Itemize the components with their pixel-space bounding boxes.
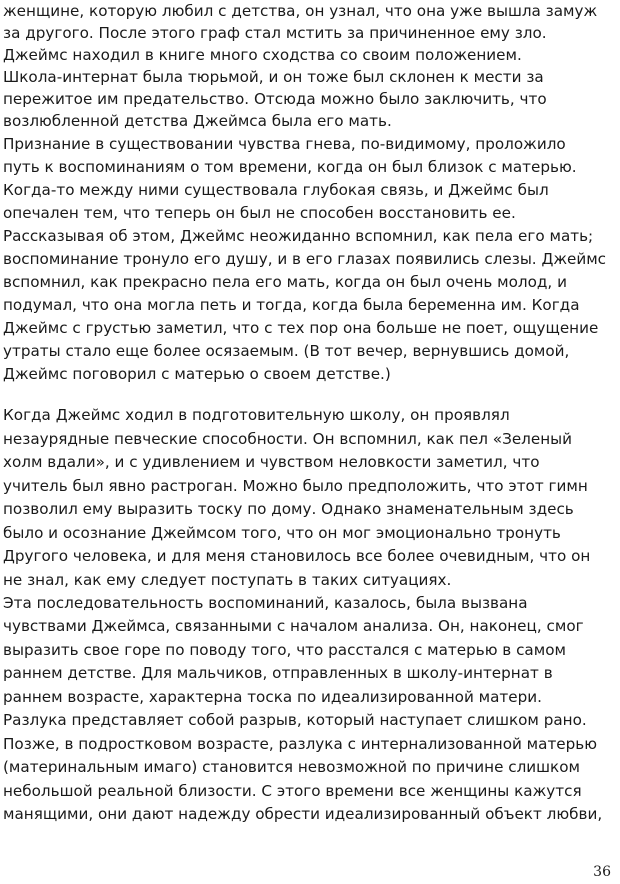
text-line: за другого. После этого граф стал мстить за причиненное ему зло. [3, 24, 547, 42]
text-line: опечален тем, что теперь он был не способен восстановить ее. [3, 204, 516, 222]
text-line: было и осознание Джеймсом того, что он мог эмоционально тронуть [3, 524, 561, 542]
text-line: Джеймс находил в книге много сходства со своим положением. [3, 46, 522, 64]
text-line: Эта последовательность воспоминаний, казалось, была вызвана [3, 594, 528, 612]
text-line: раннем возрасте, характерна тоска по идеализированной матери. [3, 688, 542, 706]
text-line: Разлука представляет собой разрыв, который наступает слишком рано. [3, 711, 587, 729]
text-line: раннем детстве. Для мальчиков, отправленных в школу-интернат в [3, 664, 553, 682]
page-number: 36 [593, 864, 611, 880]
text-line: Джеймс с грустью заметил, что с тех пор она больше не поет, ощущение [3, 319, 599, 337]
text-line: подумал, что она могла петь и тогда, когда была беременна им. Когда [3, 296, 580, 314]
text-line: Джеймс поговорил с матерью о своем детстве.) [3, 365, 391, 383]
text-line: не знал, как ему следует поступать в таких ситуациях. [3, 571, 452, 589]
text-line: незаурядные певческие способности. Он вспомнил, как пел «Зеленый [3, 430, 573, 448]
text-line: (материнальным имаго) становится невозможной по причине слишком [3, 758, 580, 776]
text-line: утраты стало еще более осязаемым. (В тот вечер, вернувшись домой, [3, 342, 570, 360]
text-line: небольшой реальной близости. С этого времени все женщины кажутся [3, 782, 582, 800]
text-line: Когда Джеймс ходил в подготовительную школу, он проявлял [3, 406, 510, 424]
text-line: Школа-интернат была тюрьмой, и он тоже был склонен к мести за [3, 68, 544, 86]
text-line: пережитое им предательство. Отсюда можно было заключить, что [3, 90, 547, 108]
text-line: Рассказывая об этом, Джеймс неожиданно вспомнил, как пела его мать; [3, 227, 594, 245]
text-line: Позже, в подростковом возрасте, разлука с интернализованной матерью [3, 735, 598, 753]
text-line: возлюбленной детства Джеймса была его мать. [3, 112, 392, 130]
text-line: чувствами Джеймса, связанными с началом анализа. Он, наконец, смог [3, 617, 584, 635]
text-line: Другого человека, и для меня становилось все более очевидным, что он [3, 547, 591, 565]
text-line: выразить свое горе по поводу того, что расстался с матерью в самом [3, 641, 566, 659]
text-line: учитель был явно растроган. Можно было предположить, что этот гимн [3, 477, 588, 495]
text-line: позволил ему выразить тоску по дому. Однако знаменательным здесь [3, 500, 574, 518]
text-line: холм вдали», и с удивлением и чувством неловкости заметил, что [3, 453, 540, 471]
text-line: Когда-то между ними существовала глубокая связь, и Джеймс был [3, 181, 549, 199]
text-line: воспоминание тронуло его душу, и в его глазах появились слезы. Джеймс [3, 250, 607, 268]
text-line: вспомнил, как прекрасно пела его мать, когда он был очень молод, и [3, 273, 567, 291]
text-line: Признание в существовании чувства гнева, по-видимому, проложило [3, 135, 566, 153]
text-line: путь к воспоминаниям о том времени, когда он был близок с матерью. [3, 158, 577, 176]
text-line: манящими, они дают надежду обрести идеализированный объект любви, [3, 805, 603, 823]
text-line: женщине, которую любил с детства, он узнал, что она уже вышла замуж [3, 2, 598, 20]
